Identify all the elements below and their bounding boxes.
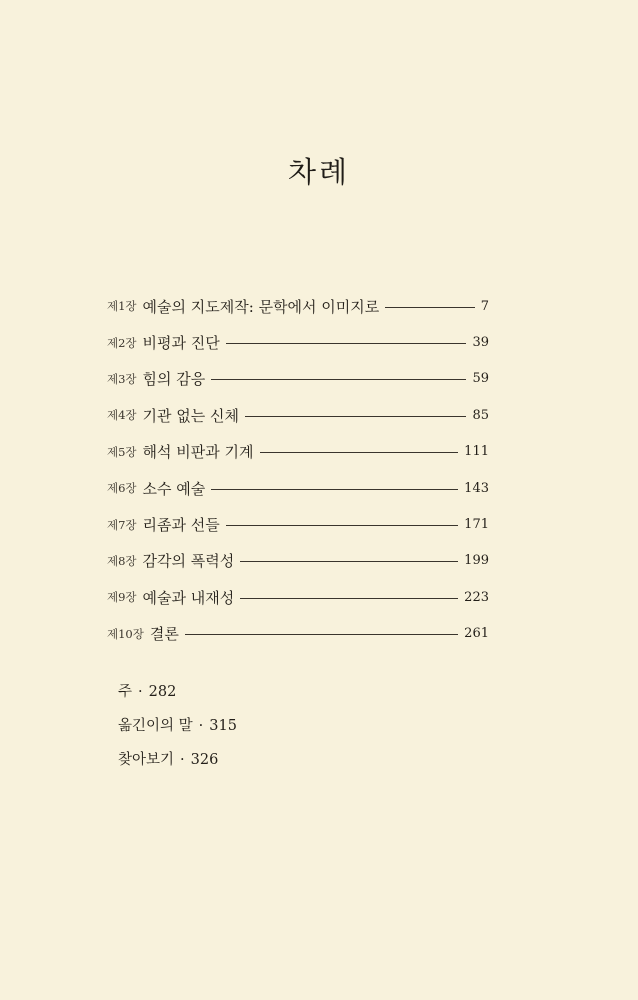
- leader-line: [240, 598, 458, 599]
- page-number: 59: [472, 371, 489, 387]
- leader-line: [226, 525, 458, 526]
- chapter-title: 힘의 감응: [142, 370, 206, 389]
- leader-line: [260, 452, 459, 453]
- toc-entry-1[interactable]: [107, 288, 489, 324]
- chapter-title: 감각의 폭력성: [142, 552, 235, 571]
- back-matter-title: 옮긴이의 말: [118, 718, 193, 734]
- chapter-number: 제10장: [107, 626, 144, 641]
- chapter-title: 해석 비판과 기계: [142, 443, 254, 462]
- back-matter-title: 찾아보기: [118, 752, 175, 768]
- toc-entry-8[interactable]: [107, 543, 489, 579]
- leader-line: [245, 416, 466, 417]
- page-number: 171: [464, 517, 489, 533]
- leader-line: [385, 307, 474, 308]
- chapter-number: 제7장: [107, 517, 137, 532]
- toc-entry-3[interactable]: [107, 361, 489, 397]
- toc-entry-7[interactable]: [107, 506, 489, 542]
- chapter-title: 소수 예술: [142, 479, 206, 498]
- chapter-number: 제2장: [107, 335, 137, 350]
- chapter-title: 예술과 내재성: [142, 588, 235, 607]
- toc-entry-5[interactable]: [107, 434, 489, 470]
- back-matter-page: 315: [209, 718, 237, 734]
- chapter-number: 제8장: [107, 553, 137, 568]
- toc-entry-4[interactable]: [107, 397, 489, 433]
- back-matter-notes[interactable]: [118, 678, 237, 712]
- back-matter-title: 주: [118, 684, 133, 700]
- leader-line: [185, 634, 458, 635]
- toc-entry-2[interactable]: [107, 324, 489, 360]
- chapter-number: 제5장: [107, 444, 137, 459]
- back-matter-list: [118, 678, 237, 780]
- back-matter-page: 282: [148, 684, 177, 700]
- page-number: 143: [464, 480, 489, 496]
- chapter-title: 기관 없는 신체: [142, 406, 240, 425]
- back-matter-page: 326: [190, 752, 219, 768]
- chapter-title: 결론: [149, 625, 179, 644]
- leader-line: [226, 343, 467, 344]
- chapter-number: 제9장: [107, 590, 137, 605]
- toc-entry-10[interactable]: [107, 616, 489, 652]
- table-of-contents: [107, 288, 489, 652]
- chapter-number: 제6장: [107, 481, 137, 496]
- chapter-title: 예술의 지도제작: 문학에서 이미지로: [142, 297, 380, 316]
- chapter-number: 제1장: [107, 299, 137, 314]
- chapter-title: 리좀과 선들: [142, 516, 220, 535]
- separator-dot: ·: [180, 752, 185, 768]
- page-number: 39: [472, 335, 489, 351]
- page-number: 199: [464, 553, 489, 569]
- toc-entry-9[interactable]: [107, 579, 489, 615]
- page-number: 85: [472, 407, 489, 423]
- page-number: 7: [480, 298, 489, 314]
- page-number: 223: [464, 589, 489, 605]
- leader-line: [211, 379, 466, 380]
- chapter-title: 비평과 진단: [142, 334, 220, 353]
- separator-dot: ·: [198, 718, 204, 734]
- toc-entry-6[interactable]: [107, 470, 489, 506]
- separator-dot: ·: [138, 684, 143, 700]
- chapter-number: 제4장: [107, 408, 137, 423]
- leader-line: [211, 489, 458, 490]
- back-matter-index[interactable]: [118, 746, 237, 780]
- leader-line: [240, 561, 458, 562]
- chapter-number: 제3장: [107, 371, 137, 386]
- page-title: 차례: [287, 155, 351, 189]
- page-number: 261: [464, 626, 489, 642]
- page-number: 111: [464, 444, 489, 460]
- back-matter-translator-note[interactable]: [118, 712, 237, 746]
